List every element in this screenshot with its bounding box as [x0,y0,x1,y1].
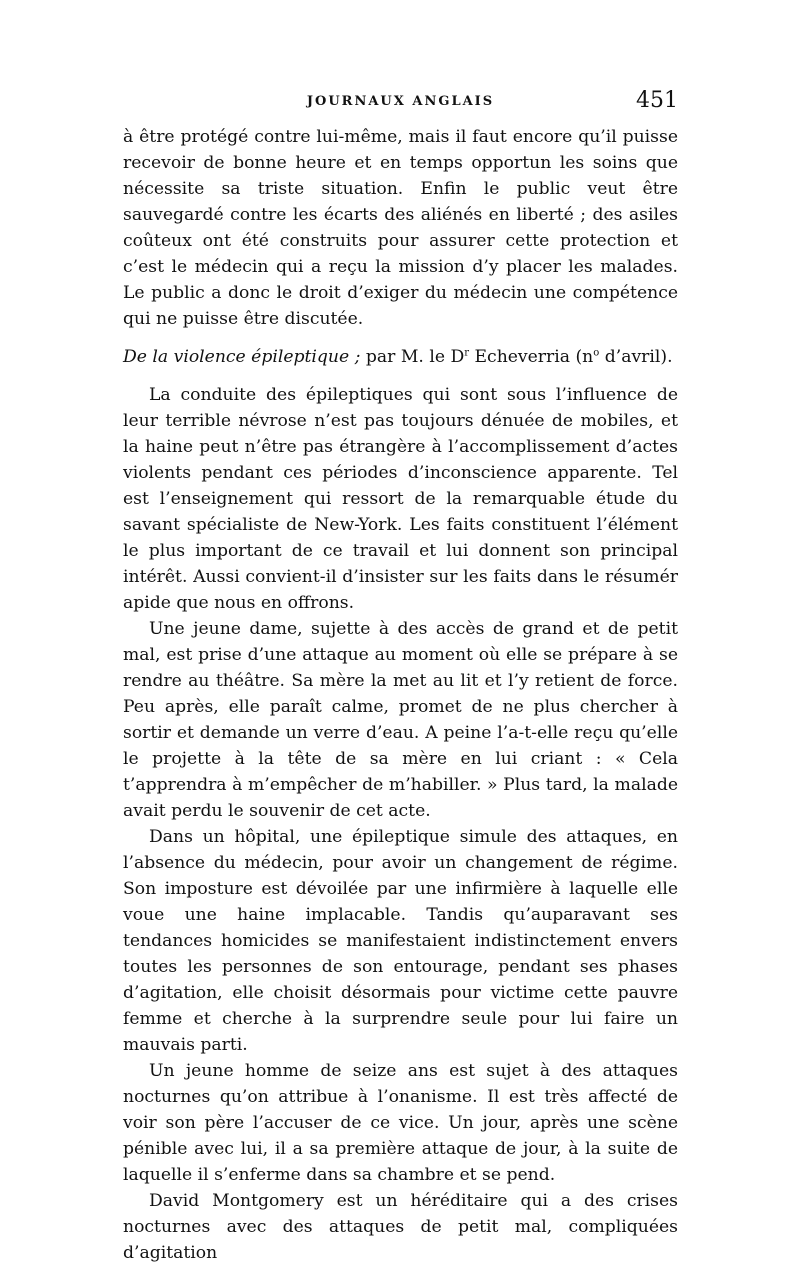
page-number: 451 [636,88,678,113]
paragraph-continuation: à être protégé contre lui-même, mais il faut encore qu’il puisse recevoir de bonne heure et en temps opportun les soins que nécessite sa triste situation. Enfin le public veut être sauvegardé contre les écarts des aliénés en liberté ; des asiles coûteux ont été construits pour assurer cette protection et c’est le médecin qui a reçu la mission d’y placer les malades. Le public a donc le droit d’exiger du médecin une compétence qui ne puisse être discutée. [123,127,678,329]
review-issue: d’avril). [604,347,673,367]
paragraph-case-young-man: Un jeune homme de seize ans est sujet à des attaques nocturnes qu’on attribue à l’onanisme. Il est très affecté de voir son père l’accuser de ce vice. Un jour, après une scène pénible avec lui, il a sa première attaque de jour, à la suite de laquelle il s’enferme dans sa chambre et se pend. [123,1061,678,1185]
review-by: par M. le D [365,347,465,367]
paragraph-case-montgomery: David Montgomery est un héréditaire qui a des crises nocturnes avec des attaques de petit mal, compliquées d’agitation [123,1191,678,1263]
review-author: Echeverria (n [474,347,594,367]
number-superscript: o [593,347,600,359]
review-title: De la violence épileptique ; [123,347,361,367]
running-title: JOURNAUX ANGLAIS [306,94,495,109]
paragraph-case-hospital: Dans un hôpital, une épileptique simule des attaques, en l’absence du médecin, pour avoir un changement de régime. Son imposture est dévoilée par une infirmière à laquelle elle voue une haine implacable. Tandis qu’auparavant ses tendances homicides se manifestaient indistinctement envers toutes les personnes de son entourage, pendant ses phases d’agitation, elle choisit désormais pour victime cette pauvre femme et cherche à la surprendre seule pour lui faire un mauvais parti. [123,827,678,1055]
dr-superscript: r [464,347,470,359]
review-heading [123,344,678,370]
page-header [123,88,678,122]
paragraph-case-young-lady: Une jeune dame, sujette à des accès de grand et de petit mal, est prise d’une attaque au moment où elle se prépare à se rendre au théâtre. Sa mère la met au lit et l’y retient de force. Peu après, elle paraît calme, promet de ne plus chercher à sortir et demande un verre d’eau. A peine l’a-t-elle reçu qu’elle le projette à la tête de sa mère en lui criant : « Cela t’apprendra à m’empêcher de m’habiller. » Plus tard, la malade avait perdu le souvenir de cet acte. [123,619,678,821]
page-body [123,124,678,1266]
paragraph-intro: La conduite des épileptiques qui sont sous l’influence de leur terrible névrose n’est pas toujours dénuée de mobiles, et la haine peut n’être pas étrangère à l’accomplissement d’actes violents pendant ces périodes d’inconscience apparente. Tel est l’enseignement qui ressort de la remarquable étude du savant spécialiste de New-York. Les faits constituent l’élément le plus important de ce travail et lui donnent son principal intérêt. Aussi convient-il d’insister sur les faits dans le résumér apide que nous en offrons. [123,385,678,613]
